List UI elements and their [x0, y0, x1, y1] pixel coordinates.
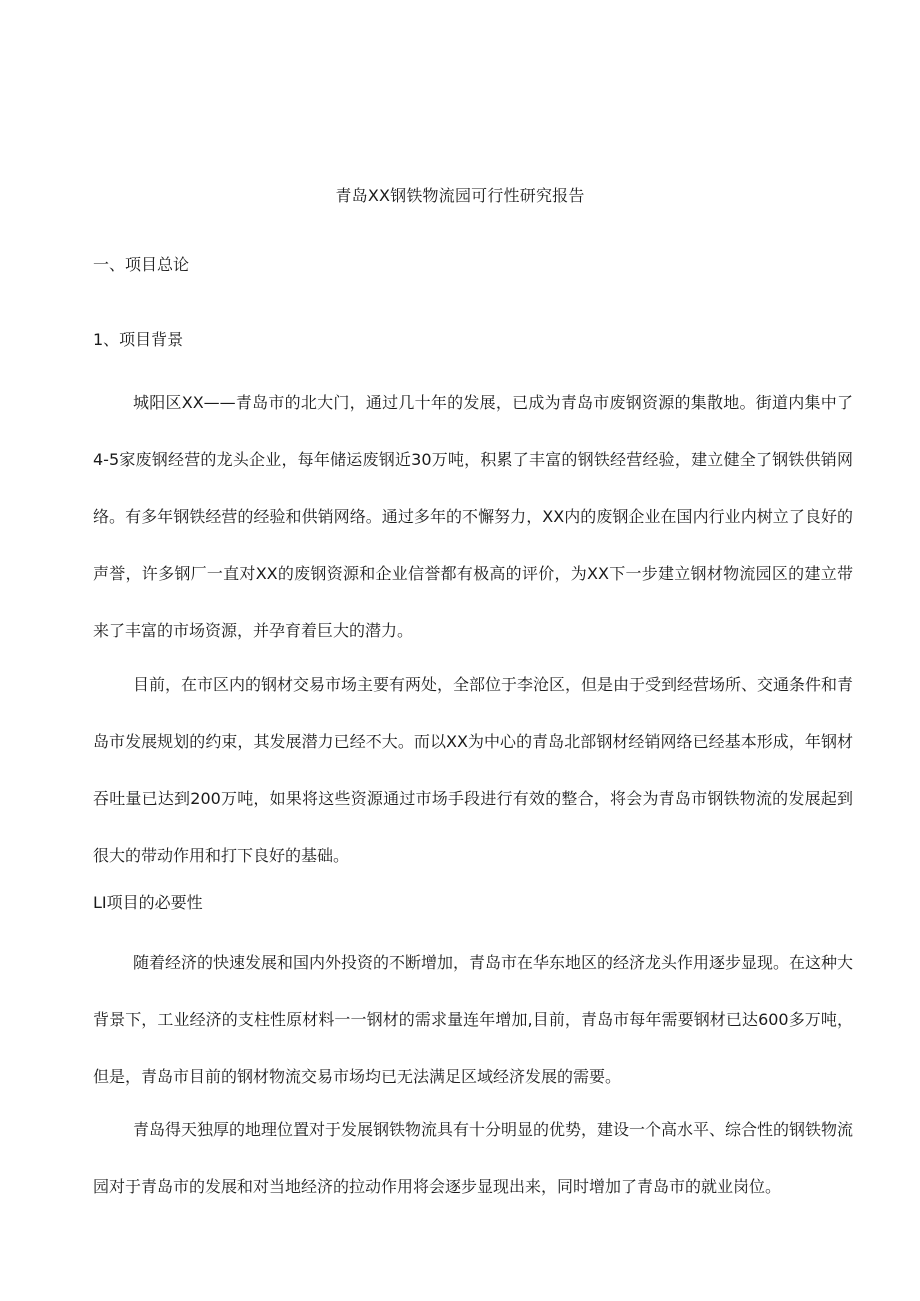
paragraph-background-1: 城阳区XX——青岛市的北大门，通过几十年的发展，已成为青岛市废钢资源的集散地。街道内集中了4-5家废钢经营的龙头企业，每年储运废钢近30万吨，积累了丰富的钢铁经营经验，建立健全了钢铁供销网络。有多年钢铁经营的经验和供销网络。通过多年的不懈努力，XX内的废钢企业在国内行业内树立了良好的声誉，许多钢厂一直对XX的废钢资源和企业信誉都有极高的评价，为XX下一步建立钢材物流园区的建立带来了丰富的市场资源，并孕育着巨大的潜力。 [93, 393, 853, 640]
document-title: 青岛XX钢铁物流园可行性研究报告 [335, 186, 585, 205]
paragraph-necessity-1: 随着经济的快速发展和国内外投资的不断增加，青岛市在华东地区的经济龙头作用逐步显现。在这种大背景下，工业经济的支柱性原材料一一钢材的需求量连年增加,目前，青岛市每年需要钢材已达600多万吨，但是，青岛市目前的钢材物流交易市场均已无法满足区域经济发展的需要。 [93, 953, 854, 1086]
section-heading: 一、项目总论 [93, 255, 190, 274]
paragraph-necessity-2: 青岛得天独厚的地理位置对于发展钢铁物流具有十分明显的优势，建设一个高水平、综合性的钢铁物流园对于青岛市的发展和对当地经济的拉动作用将会逐步显现出来，同时增加了青岛市的就业岗位。 [93, 1120, 854, 1196]
paragraph-background-2: 目前，在市区内的钢材交易市场主要有两处，全部位于李沧区，但是由于受到经营场所、交通条件和青岛市发展规划的约束，其发展潜力已经不大。而以XX为中心的青岛北部钢材经销网络已经基本形成，年钢材吞吐量已达到200万吨，如果将这些资源通过市场手段进行有效的整合，将会为青岛市钢铁物流的发展起到很大的带动作用和打下良好的基础。 [93, 675, 854, 865]
subsection-heading-necessity: LI项目的必要性 [93, 893, 203, 912]
subsection-heading-background: 1、项目背景 [93, 330, 184, 349]
